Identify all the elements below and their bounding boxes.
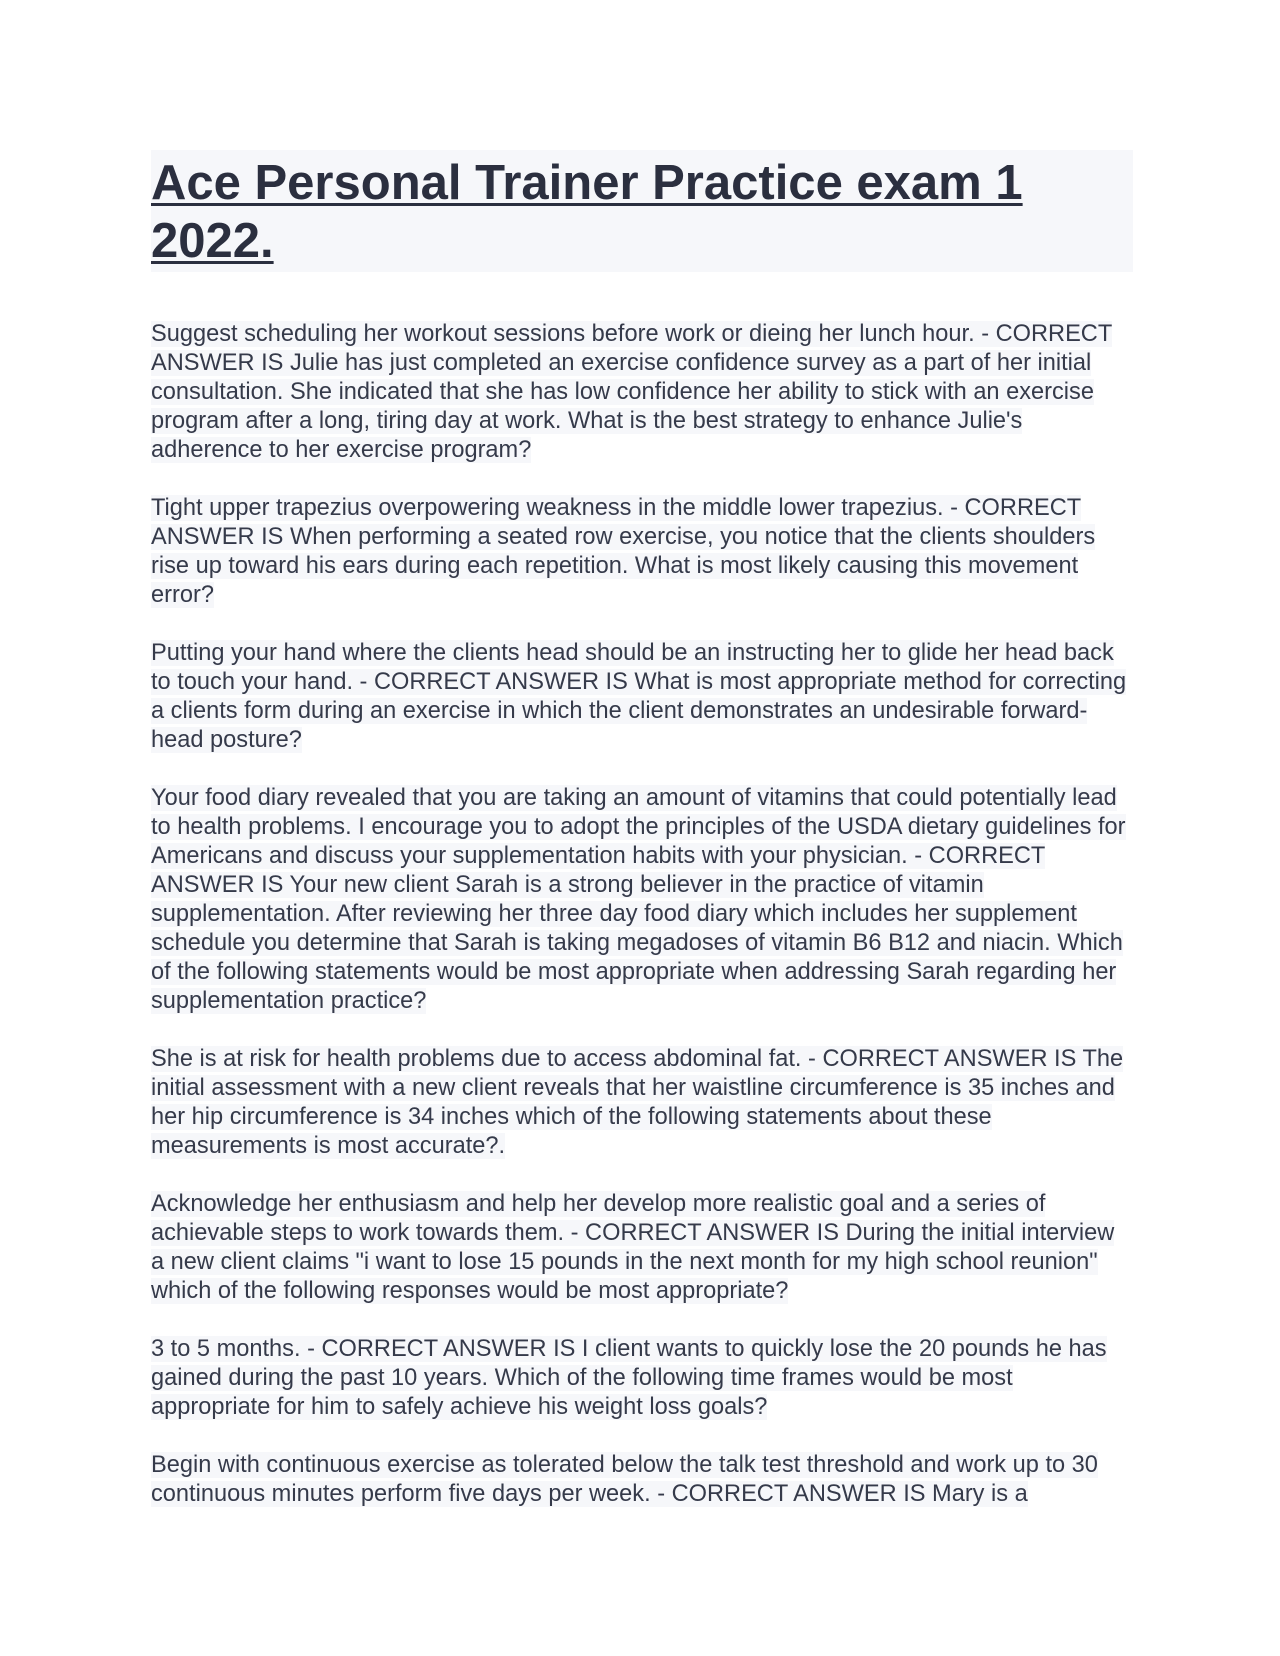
document-page bbox=[151, 150, 1133, 1538]
qa-entry-text: Your food diary revealed that you are taking an amount of vitamins that could potentially lead to health problems. I encourage you to adopt the principles of the USDA dietary guidelines for Americans and discuss your supplementation habits with your physician. - CORRECT ANSWER IS Your new client Sarah is a strong believer in the practice of vitamin supplementation. After reviewing her three day food diary which includes her supplement schedule you determine that Sarah is taking megadoses of vitamin B6 B12 and niacin. Which of the following statements would be most appropriate when addressing Sarah regarding her supplementation practice? bbox=[151, 785, 1126, 1014]
document-title: Ace Personal Trainer Practice exam 1 2022. bbox=[151, 156, 1023, 268]
qa-entry bbox=[151, 1335, 1133, 1422]
qa-entry-text: Suggest scheduling her workout sessions before work or dieing her lunch hour. - CORRECT ANSWER IS Julie has just completed an exercise confidence survey as a part of her initial consultation. She indicated that she has low confidence her ability to stick with an exercise program after a long, tiring day at work. What is the best strategy to enhance Julie's adherence to her exercise program? bbox=[151, 321, 1113, 463]
qa-entries bbox=[151, 320, 1133, 1509]
qa-entry-text: She is at risk for health problems due to access abdominal fat. - CORRECT ANSWER IS The initial assessment with a new client reveals that her waistline circumference is 35 inches and her hip circumference is 34 inches which of the following statements about these measurements is most accurate?. bbox=[151, 1046, 1124, 1159]
qa-entry-text: Putting your hand where the clients head should be an instructing her to glide her head back to touch your hand. - CORRECT ANSWER IS What is most appropriate method for correcting a clients form during an exercise in which the client demonstrates an undesirable forward-head posture? bbox=[151, 640, 1127, 753]
qa-entry-text: 3 to 5 months. - CORRECT ANSWER IS I client wants to quickly lose the 20 pounds he has gained during the past 10 years. Which of the following time frames would be most appropriate for him to safely achieve his weight loss goals? bbox=[151, 1336, 1107, 1420]
qa-entry bbox=[151, 1451, 1133, 1509]
qa-entry-text: Tight upper trapezius overpowering weakness in the middle lower trapezius. - CORRECT ANSWER IS When performing a seated row exercise, you notice that the clients shoulders rise up toward his ears during each repetition. What is most likely causing this movement error? bbox=[151, 495, 1096, 608]
qa-entry bbox=[151, 320, 1133, 465]
qa-entry bbox=[151, 784, 1133, 1016]
qa-entry-text: Acknowledge her enthusiasm and help her develop more realistic goal and a series of achievable steps to work towards them. - CORRECT ANSWER IS During the initial interview a new client claims "i want to lose 15 pounds in the next month for my high school reunion" which of the following responses would be most appropriate? bbox=[151, 1191, 1115, 1304]
qa-entry bbox=[151, 1045, 1133, 1161]
qa-entry bbox=[151, 639, 1133, 755]
qa-entry bbox=[151, 494, 1133, 610]
title-block bbox=[151, 150, 1133, 272]
qa-entry bbox=[151, 1190, 1133, 1306]
qa-entry-text: Begin with continuous exercise as tolerated below the talk test threshold and work up to 30 continuous minutes perform five days per week. - CORRECT ANSWER IS Mary is a bbox=[151, 1452, 1098, 1507]
